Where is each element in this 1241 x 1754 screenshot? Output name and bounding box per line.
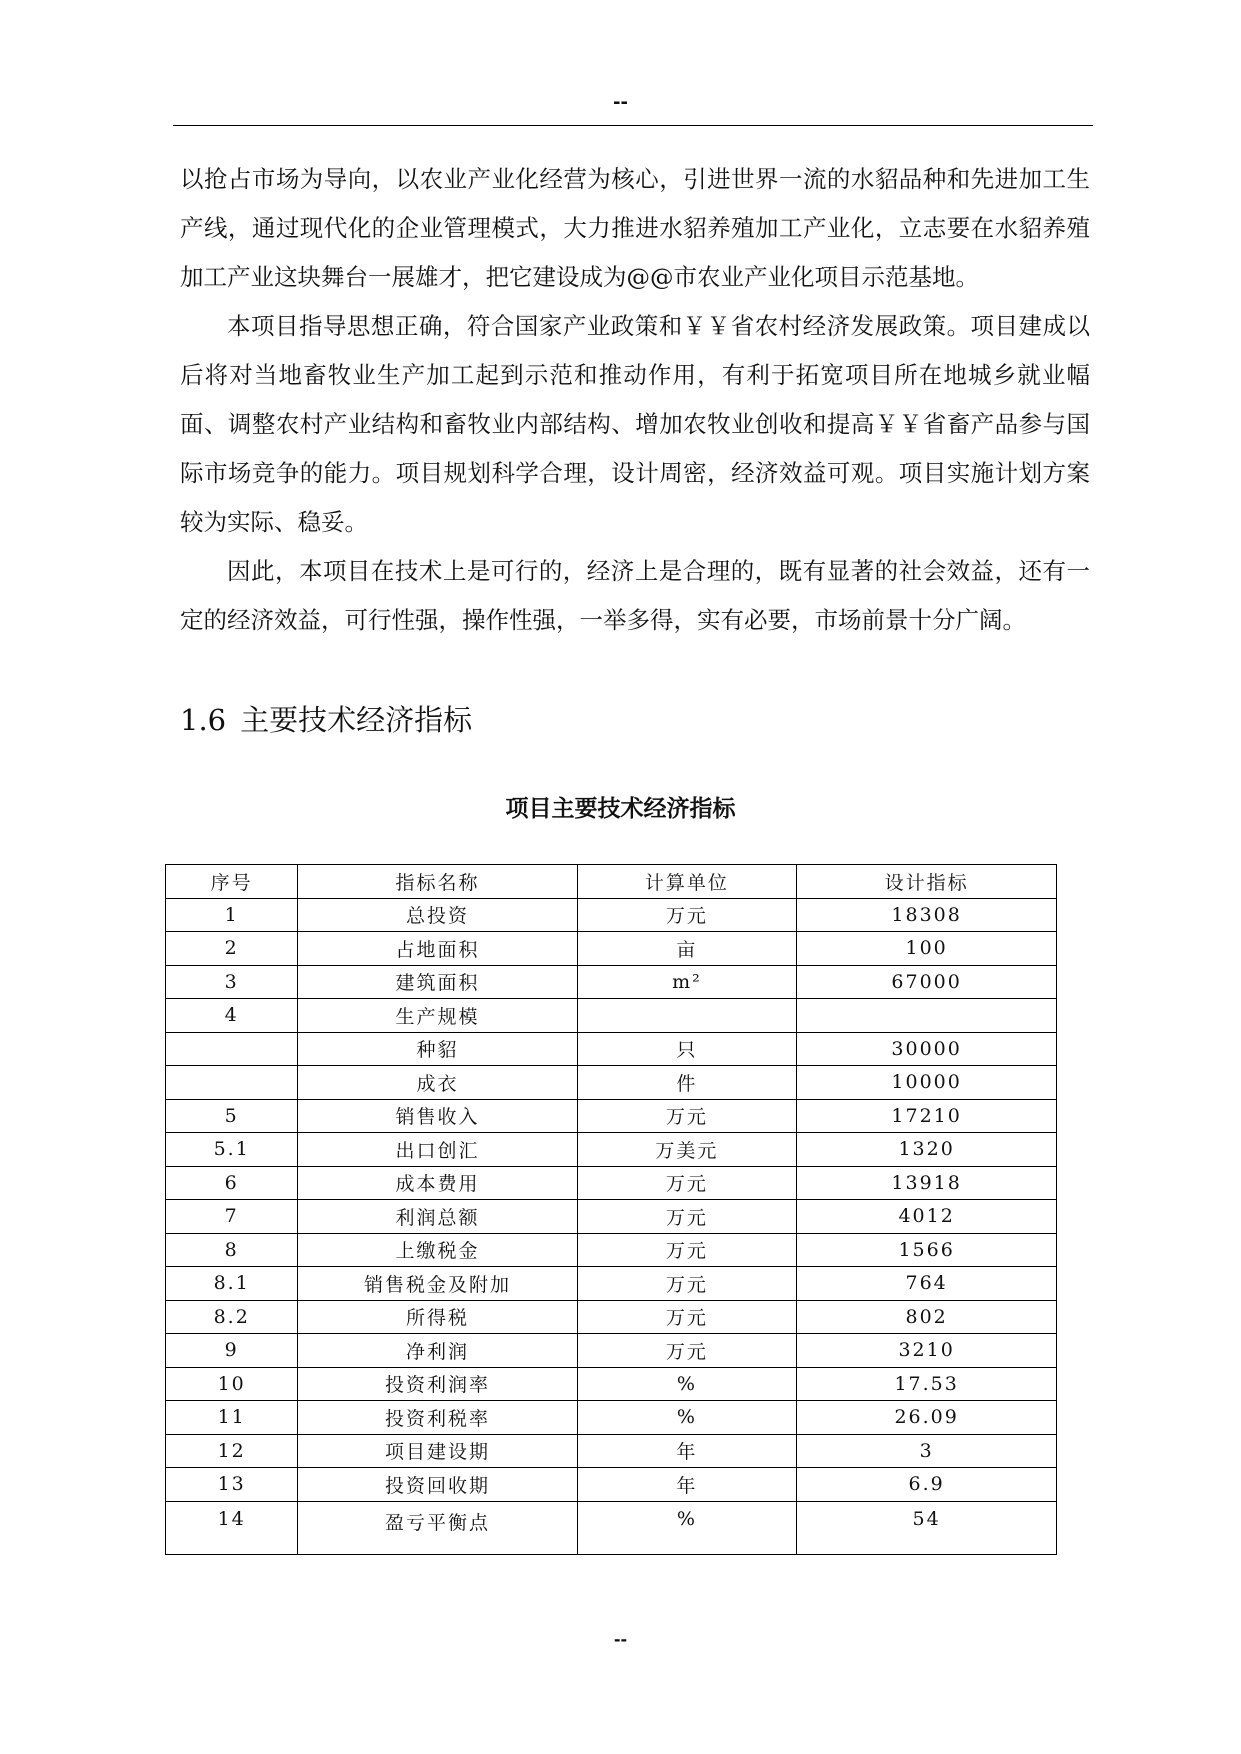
table-row	[166, 999, 1057, 1033]
page-footer-mark: --	[613, 1630, 628, 1649]
cell-seq: 13	[166, 1468, 298, 1502]
cell-seq: 8.2	[166, 1300, 298, 1334]
table-title: 项目主要技术经济指标	[505, 796, 736, 822]
cell-name: 成衣	[298, 1066, 577, 1100]
paragraph: 本项目指导思想正确，符合国家产业政策和￥￥省农村经济发展政策。项目建成以后将对当地畜牧业生产加工起到示范和推动作用，有利于拓宽项目所在地城乡就业幅面、调整农村产业结构和畜牧业内部结构、增加农牧业创收和提高￥￥省畜产品参与国际市场竞争的能力。项目规划科学合理，设计周密，经济效益可观。项目实施计划方案较为实际、稳妥。	[180, 312, 1090, 536]
cell-name: 项目建设期	[298, 1434, 577, 1468]
cell-value: 26.09	[797, 1401, 1057, 1435]
cell-name: 种貂	[298, 1032, 577, 1066]
cell-value: 802	[797, 1300, 1057, 1334]
cell-unit: 万元	[577, 1099, 797, 1133]
cell-seq: 10	[166, 1367, 298, 1401]
cell-seq: 9	[166, 1334, 298, 1368]
section-title: 主要技术经济指标	[240, 703, 473, 737]
table-row	[166, 1501, 1057, 1554]
section-heading	[180, 698, 472, 739]
page-header-mark: --	[613, 92, 628, 113]
table-row	[166, 1300, 1057, 1334]
cell-seq: 12	[166, 1434, 298, 1468]
cell-seq: 6	[166, 1166, 298, 1200]
cell-unit: %	[577, 1501, 797, 1554]
table-row	[166, 1032, 1057, 1066]
cell-name: 利润总额	[298, 1200, 577, 1234]
cell-seq	[166, 1066, 298, 1100]
cell-value: 17210	[797, 1099, 1057, 1133]
indicators-table	[165, 864, 1057, 1555]
cell-value: 100	[797, 932, 1057, 966]
table-header-row	[166, 865, 1057, 899]
cell-seq: 2	[166, 932, 298, 966]
cell-seq: 5.1	[166, 1133, 298, 1167]
cell-seq: 1	[166, 898, 298, 932]
table-row	[166, 898, 1057, 932]
cell-unit: 万美元	[577, 1133, 797, 1167]
cell-value	[797, 999, 1057, 1033]
cell-value: 17.53	[797, 1367, 1057, 1401]
cell-seq: 5	[166, 1099, 298, 1133]
cell-value: 6.9	[797, 1468, 1057, 1502]
cell-value: 4012	[797, 1200, 1057, 1234]
table-row	[166, 965, 1057, 999]
cell-unit: 万元	[577, 1334, 797, 1368]
body-text	[180, 155, 1090, 645]
cell-name: 生产规模	[298, 999, 577, 1033]
cell-name: 占地面积	[298, 932, 577, 966]
cell-value: 1320	[797, 1133, 1057, 1167]
cell-unit: 万元	[577, 1300, 797, 1334]
cell-value: 54	[797, 1501, 1057, 1554]
table-row	[166, 1367, 1057, 1401]
cell-unit: 万元	[577, 1233, 797, 1267]
cell-name: 出口创汇	[298, 1133, 577, 1167]
cell-unit: 万元	[577, 1200, 797, 1234]
header-cell-unit: 计算单位	[577, 865, 797, 899]
paragraph: 因此，本项目在技术上是可行的，经济上是合理的，既有显著的社会效益，还有一定的经济效益，可行性强，操作性强，一举多得，实有必要，市场前景十分广阔。	[180, 557, 1090, 634]
table-body	[166, 898, 1057, 1554]
cell-value: 764	[797, 1267, 1057, 1301]
table-row	[166, 1267, 1057, 1301]
cell-value: 13918	[797, 1166, 1057, 1200]
cell-unit: %	[577, 1401, 797, 1435]
cell-seq: 7	[166, 1200, 298, 1234]
cell-value: 10000	[797, 1066, 1057, 1100]
cell-unit	[577, 999, 797, 1033]
cell-value: 1566	[797, 1233, 1057, 1267]
cell-name: 盈亏平衡点	[298, 1501, 577, 1554]
cell-name: 投资利税率	[298, 1401, 577, 1435]
cell-value: 30000	[797, 1032, 1057, 1066]
cell-name: 上缴税金	[298, 1233, 577, 1267]
cell-value: 18308	[797, 898, 1057, 932]
cell-name: 销售收入	[298, 1099, 577, 1133]
cell-seq: 3	[166, 965, 298, 999]
cell-name: 总投资	[298, 898, 577, 932]
cell-unit: 只	[577, 1032, 797, 1066]
table-row	[166, 1066, 1057, 1100]
header-cell-value: 设计指标	[797, 865, 1057, 899]
table-row	[166, 1434, 1057, 1468]
cell-name: 净利润	[298, 1334, 577, 1368]
cell-name: 建筑面积	[298, 965, 577, 999]
table-row	[166, 1133, 1057, 1167]
cell-value: 3210	[797, 1334, 1057, 1368]
table-row	[166, 1468, 1057, 1502]
cell-value: 3	[797, 1434, 1057, 1468]
paragraph: 以抢占市场为导向，以农业产业化经营为核心，引进世界一流的水貂品种和先进加工生产线，通过现代化的企业管理模式，大力推进水貂养殖加工产业化，立志要在水貂养殖加工产业这块舞台一展雄才，把它建设成为@@市农业产业化项目示范基地。	[180, 165, 1090, 291]
cell-name: 销售税金及附加	[298, 1267, 577, 1301]
cell-seq: 14	[166, 1501, 298, 1554]
cell-name: 投资利润率	[298, 1367, 577, 1401]
table-row	[166, 1401, 1057, 1435]
cell-unit: %	[577, 1367, 797, 1401]
cell-name: 投资回收期	[298, 1468, 577, 1502]
header-divider	[173, 125, 1093, 126]
cell-seq	[166, 1032, 298, 1066]
cell-value: 67000	[797, 965, 1057, 999]
cell-seq: 4	[166, 999, 298, 1033]
cell-unit: 年	[577, 1468, 797, 1502]
table-row	[166, 1099, 1057, 1133]
table-row	[166, 1233, 1057, 1267]
cell-name: 所得税	[298, 1300, 577, 1334]
table-row	[166, 1200, 1057, 1234]
cell-name: 成本费用	[298, 1166, 577, 1200]
cell-unit: m²	[577, 965, 797, 999]
cell-unit: 年	[577, 1434, 797, 1468]
cell-seq: 11	[166, 1401, 298, 1435]
cell-unit: 万元	[577, 1166, 797, 1200]
header-cell-seq: 序号	[166, 865, 298, 899]
table-row	[166, 1334, 1057, 1368]
table-row	[166, 1166, 1057, 1200]
cell-unit: 亩	[577, 932, 797, 966]
cell-unit: 件	[577, 1066, 797, 1100]
cell-seq: 8.1	[166, 1267, 298, 1301]
cell-unit: 万元	[577, 1267, 797, 1301]
cell-seq: 8	[166, 1233, 298, 1267]
header-cell-name: 指标名称	[298, 865, 577, 899]
cell-unit: 万元	[577, 898, 797, 932]
section-number: 1.6	[180, 703, 227, 737]
table-row	[166, 932, 1057, 966]
